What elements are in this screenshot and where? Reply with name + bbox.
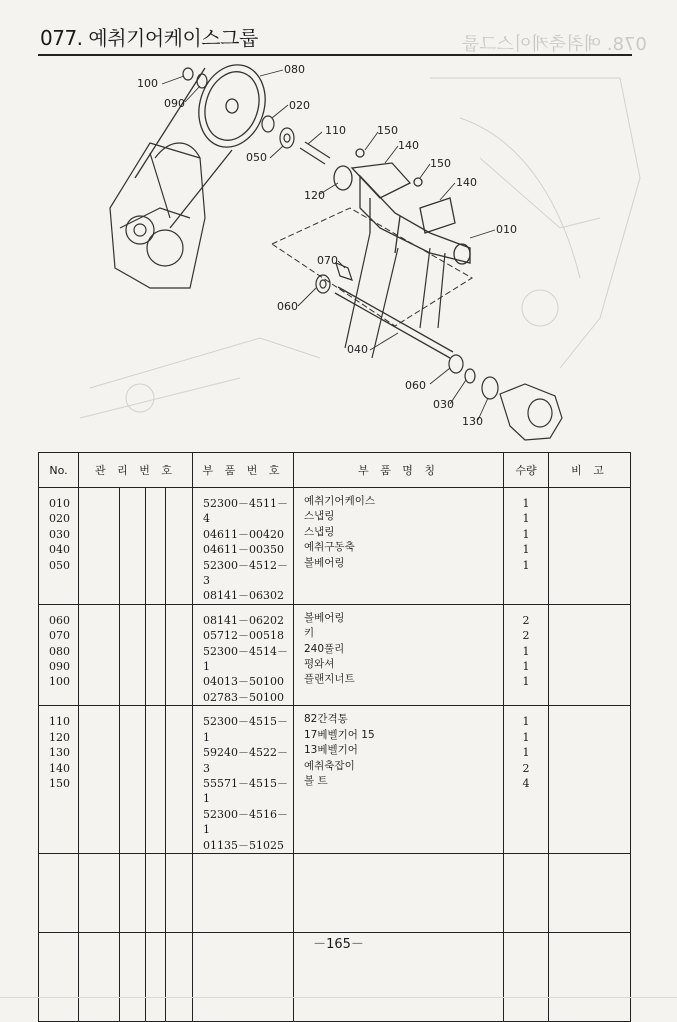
part-no-cell bbox=[193, 488, 294, 605]
callout-030: 030 bbox=[433, 398, 454, 411]
table-row-group bbox=[39, 706, 631, 854]
item-no: 080 bbox=[49, 644, 70, 658]
mgmt-cell bbox=[79, 604, 193, 705]
qty-cell bbox=[504, 706, 549, 854]
callout-120: 120 bbox=[304, 189, 325, 202]
part-name: 예취구동축 bbox=[304, 541, 355, 554]
quantity: 1 bbox=[522, 527, 530, 541]
callout-010: 010 bbox=[496, 223, 517, 236]
callout-090: 090 bbox=[164, 97, 185, 110]
part-number: 02783－50100 bbox=[203, 690, 284, 704]
part-name: 17베벨기어 15 bbox=[304, 728, 375, 741]
note-cell bbox=[549, 604, 631, 705]
callout-140b: 140 bbox=[456, 176, 477, 189]
table-row-group bbox=[39, 488, 631, 605]
header-part-name: 부 품 명 칭 bbox=[294, 453, 504, 488]
item-no: 100 bbox=[49, 675, 70, 689]
table-header-row bbox=[39, 453, 631, 488]
header-qty: 수량 bbox=[504, 453, 549, 488]
callout-150b: 150 bbox=[430, 157, 451, 170]
quantity: 1 bbox=[522, 660, 530, 674]
callout-050: 050 bbox=[246, 151, 267, 164]
part-name: 평와셔 bbox=[304, 658, 335, 671]
header-part-no: 부 품 번 호 bbox=[193, 453, 294, 488]
item-no: 130 bbox=[49, 746, 70, 760]
part-name: 키 bbox=[304, 627, 315, 640]
callout-150: 150 bbox=[377, 124, 398, 137]
part-name: 82간격통 bbox=[304, 713, 348, 726]
header-note: 비 고 bbox=[549, 453, 631, 488]
part-name: 볼베어링 bbox=[304, 611, 345, 624]
part-name: 스냅링 bbox=[304, 510, 335, 523]
part-name-cell bbox=[294, 706, 504, 854]
part-number: 08141－06202 bbox=[203, 613, 284, 627]
page-title: 077. 예취기어케이스그룹 bbox=[40, 26, 258, 50]
table-row-group bbox=[39, 604, 631, 705]
item-no: 120 bbox=[49, 730, 70, 744]
item-no: 020 bbox=[49, 512, 70, 526]
part-name: 240풀리 bbox=[304, 642, 345, 655]
page-edge bbox=[0, 997, 677, 998]
part-name: 스냅링 bbox=[304, 525, 335, 538]
quantity: 1 bbox=[522, 675, 530, 689]
header-mgmt-no: 관 리 번 호 bbox=[79, 453, 193, 488]
no-cell bbox=[39, 706, 79, 854]
part-name: 볼베어링 bbox=[304, 556, 345, 569]
callout-070: 070 bbox=[317, 254, 338, 267]
item-no: 070 bbox=[49, 629, 70, 643]
quantity: 1 bbox=[522, 746, 530, 760]
quantity: 1 bbox=[522, 497, 530, 510]
item-no: 030 bbox=[49, 527, 70, 541]
part-name: 볼 트 bbox=[304, 774, 328, 787]
callout-060: 060 bbox=[277, 300, 298, 313]
item-no: 010 bbox=[49, 497, 70, 510]
part-number: 52300－4514－1 bbox=[203, 644, 288, 674]
header-no: No. bbox=[39, 453, 79, 488]
part-name: 예취축잡이 bbox=[304, 759, 355, 772]
item-no: 090 bbox=[49, 660, 70, 674]
quantity: 1 bbox=[522, 644, 530, 658]
callout-080: 080 bbox=[284, 63, 305, 76]
part-number: 05712－00518 bbox=[203, 629, 284, 643]
item-no: 050 bbox=[49, 558, 70, 572]
quantity: 2 bbox=[522, 761, 530, 775]
part-name-cell bbox=[294, 604, 504, 705]
part-number: 01135－51025 bbox=[203, 838, 284, 852]
part-number: 52300－4516－1 bbox=[203, 807, 288, 837]
item-no: 140 bbox=[49, 761, 70, 775]
callout-140: 140 bbox=[398, 139, 419, 152]
quantity: 2 bbox=[522, 613, 530, 627]
callout-110: 110 bbox=[325, 124, 346, 137]
no-cell bbox=[39, 488, 79, 605]
page-number: －165－ bbox=[313, 937, 364, 952]
callout-020: 020 bbox=[289, 99, 310, 112]
quantity: 1 bbox=[522, 715, 530, 729]
item-no: 150 bbox=[49, 776, 70, 790]
qty-cell bbox=[504, 604, 549, 705]
part-number: 52300－4515－1 bbox=[203, 715, 288, 744]
item-no: 110 bbox=[49, 715, 70, 729]
quantity: 1 bbox=[522, 730, 530, 744]
quantity: 4 bbox=[522, 776, 530, 790]
part-number: 55571－4515－1 bbox=[203, 776, 288, 806]
part-number: 59240－4522－3 bbox=[203, 746, 288, 775]
ghost-title: 078. 예취축케이스그룹 bbox=[462, 34, 647, 55]
exploded-parts-diagram bbox=[0, 58, 677, 448]
note-cell bbox=[549, 488, 631, 605]
note-cell bbox=[549, 706, 631, 854]
item-no: 040 bbox=[49, 543, 70, 557]
qty-cell bbox=[504, 488, 549, 605]
quantity: 1 bbox=[522, 558, 530, 572]
part-number: 04611－00350 bbox=[203, 543, 284, 557]
part-name-cell bbox=[294, 488, 504, 605]
no-cell bbox=[39, 604, 79, 705]
part-no-cell bbox=[193, 604, 294, 705]
callout-060b: 060 bbox=[405, 379, 426, 392]
table-row-group-empty bbox=[39, 853, 631, 932]
callout-100: 100 bbox=[137, 77, 158, 90]
item-no: 060 bbox=[49, 613, 70, 627]
quantity: 1 bbox=[522, 512, 530, 526]
quantity: 2 bbox=[522, 629, 530, 643]
callout-130: 130 bbox=[462, 415, 483, 428]
part-name: 13베벨기어 bbox=[304, 744, 358, 757]
quantity: 1 bbox=[522, 543, 530, 557]
part-number: 04013－50100 bbox=[203, 675, 284, 689]
callout-040: 040 bbox=[347, 343, 368, 356]
mgmt-cell bbox=[79, 706, 193, 854]
part-number: 04611－00420 bbox=[203, 527, 284, 541]
part-name: 예취기어케이스 bbox=[304, 495, 376, 507]
part-no-cell bbox=[193, 706, 294, 854]
mgmt-cell bbox=[79, 488, 193, 605]
part-number: 52300－4511－4 bbox=[203, 497, 288, 526]
part-number: 52300－4512－3 bbox=[203, 558, 288, 588]
part-number: 08141－06302 bbox=[203, 589, 284, 603]
part-name: 플랜지너트 bbox=[304, 673, 355, 686]
